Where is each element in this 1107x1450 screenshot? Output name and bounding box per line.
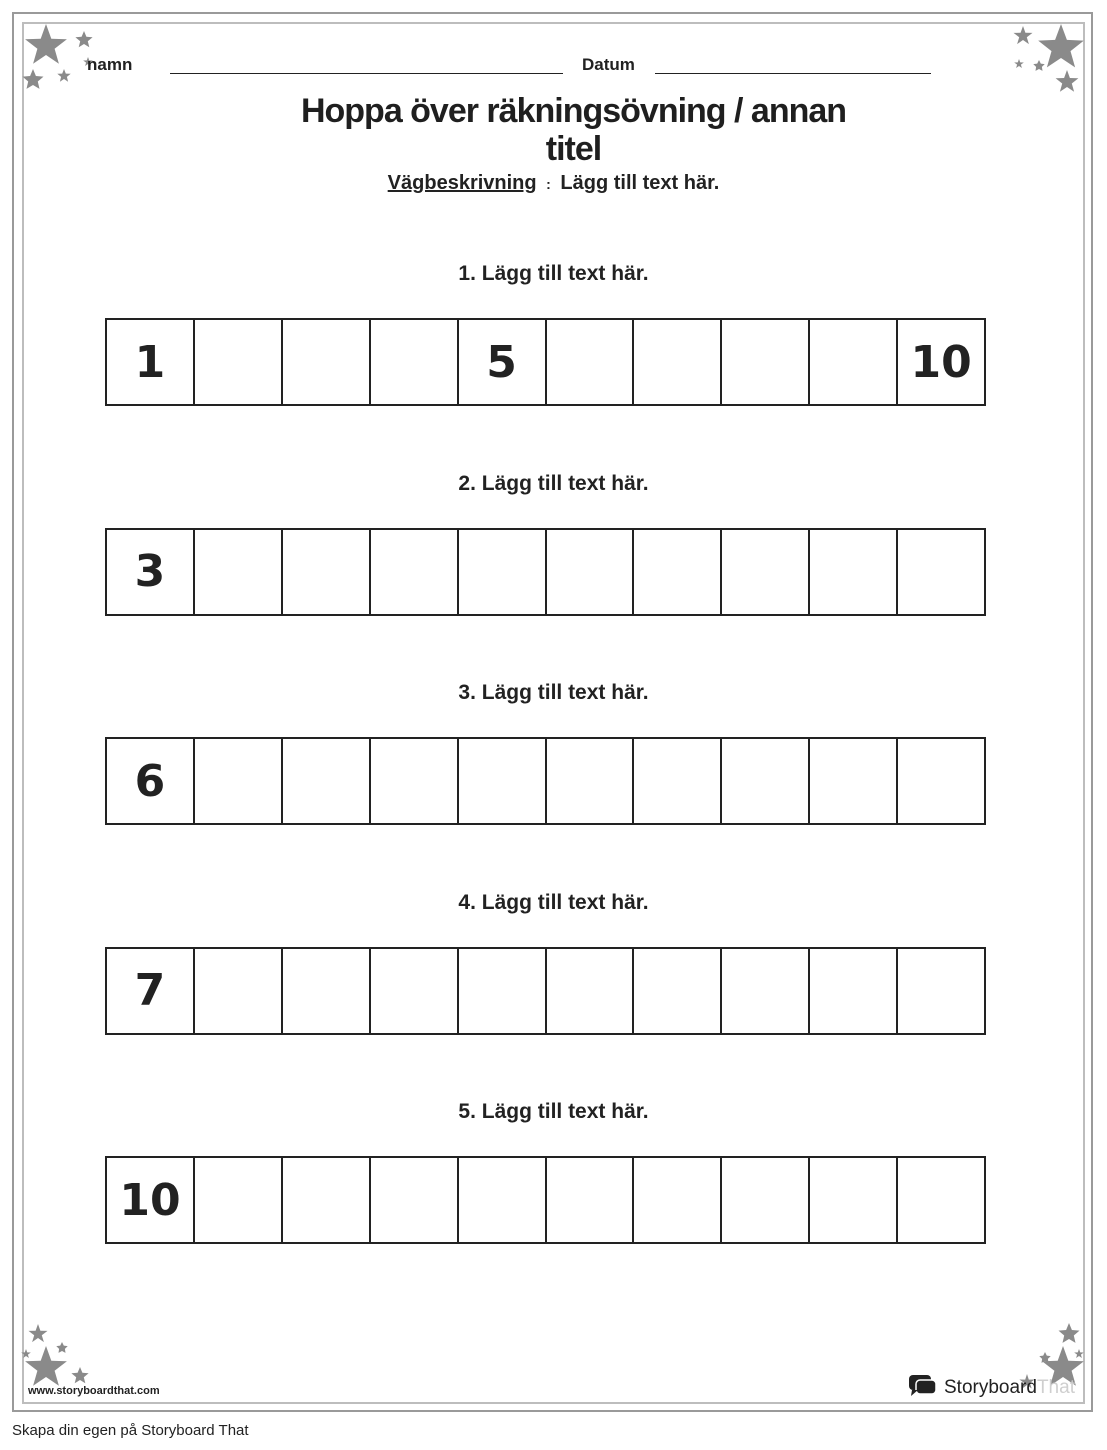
- brand-name-faded: That: [1036, 1376, 1075, 1398]
- date-field[interactable]: [655, 73, 931, 74]
- footer-text: Skapa din egen på Storyboard That: [12, 1422, 249, 1439]
- brand-name-main: Storyboard: [944, 1376, 1037, 1398]
- number-row: [105, 528, 986, 616]
- page-title: Hoppa över räkningsövning / annan titel: [300, 92, 847, 168]
- answer-box[interactable]: [722, 320, 810, 404]
- name-label: namn: [87, 55, 133, 74]
- question-label: 4. Lägg till text här.: [458, 890, 649, 914]
- answer-box[interactable]: [371, 1158, 459, 1242]
- answer-box[interactable]: [722, 1158, 810, 1242]
- answer-box[interactable]: [195, 1158, 283, 1242]
- brand-name: [944, 1377, 1075, 1399]
- number-cell: 10: [107, 1158, 195, 1242]
- answer-box[interactable]: [722, 739, 810, 823]
- answer-box[interactable]: [459, 739, 547, 823]
- answer-box[interactable]: [810, 949, 898, 1033]
- answer-box[interactable]: [283, 530, 371, 614]
- answer-box[interactable]: [810, 1158, 898, 1242]
- directions: [0, 172, 1107, 195]
- answer-box[interactable]: [283, 949, 371, 1033]
- name-field[interactable]: [170, 73, 563, 74]
- question-label: 1. Lägg till text här.: [458, 262, 649, 285]
- answer-box[interactable]: [547, 320, 635, 404]
- number-row: [105, 947, 986, 1035]
- answer-box[interactable]: [547, 530, 635, 614]
- answer-box[interactable]: [195, 530, 283, 614]
- answer-box[interactable]: [722, 530, 810, 614]
- answer-box[interactable]: [283, 1158, 371, 1242]
- answer-box[interactable]: [898, 949, 986, 1033]
- website-url: www.storyboardthat.com: [28, 1385, 160, 1397]
- answer-box[interactable]: [810, 739, 898, 823]
- directions-text: Lägg till text här.: [560, 172, 720, 194]
- number-cell: 3: [107, 530, 195, 614]
- number-cell: 5: [459, 320, 547, 404]
- number-cell: 6: [107, 739, 195, 823]
- answer-box[interactable]: [634, 949, 722, 1033]
- answer-box[interactable]: [195, 949, 283, 1033]
- question-label: 3. Lägg till text här.: [458, 681, 649, 704]
- answer-box[interactable]: [371, 530, 459, 614]
- answer-box[interactable]: [898, 1158, 986, 1242]
- answer-box[interactable]: [547, 1158, 635, 1242]
- question-label: 2. Lägg till text här.: [458, 471, 649, 495]
- number-cell: 10: [898, 320, 986, 404]
- date-label: Datum: [582, 55, 635, 74]
- brand-logo: [908, 1373, 1075, 1402]
- answer-box[interactable]: [634, 530, 722, 614]
- question-label: 5. Lägg till text här.: [458, 1100, 649, 1123]
- answer-box[interactable]: [898, 739, 986, 823]
- number-cell: 1: [107, 320, 195, 404]
- number-row: [105, 1156, 986, 1244]
- answer-box[interactable]: [459, 949, 547, 1033]
- answer-box[interactable]: [634, 739, 722, 823]
- star-cluster-icon: [1005, 18, 1089, 102]
- answer-box[interactable]: [195, 320, 283, 404]
- number-row: [105, 737, 986, 825]
- answer-box[interactable]: [459, 1158, 547, 1242]
- answer-box[interactable]: [459, 530, 547, 614]
- answer-box[interactable]: [371, 320, 459, 404]
- directions-separator: :: [546, 176, 551, 192]
- answer-box[interactable]: [898, 530, 986, 614]
- answer-box[interactable]: [810, 530, 898, 614]
- answer-box[interactable]: [722, 949, 810, 1033]
- answer-box[interactable]: [195, 739, 283, 823]
- answer-box[interactable]: [547, 739, 635, 823]
- answer-box[interactable]: [634, 320, 722, 404]
- number-row: [105, 318, 986, 406]
- answer-box[interactable]: [283, 739, 371, 823]
- answer-box[interactable]: [371, 949, 459, 1033]
- number-cell: 7: [107, 949, 195, 1033]
- answer-box[interactable]: [283, 320, 371, 404]
- answer-box[interactable]: [634, 1158, 722, 1242]
- answer-box[interactable]: [547, 949, 635, 1033]
- directions-label: Vägbeskrivning: [387, 172, 537, 194]
- answer-box[interactable]: [810, 320, 898, 404]
- answer-box[interactable]: [371, 739, 459, 823]
- speech-bubble-icon: [908, 1373, 938, 1402]
